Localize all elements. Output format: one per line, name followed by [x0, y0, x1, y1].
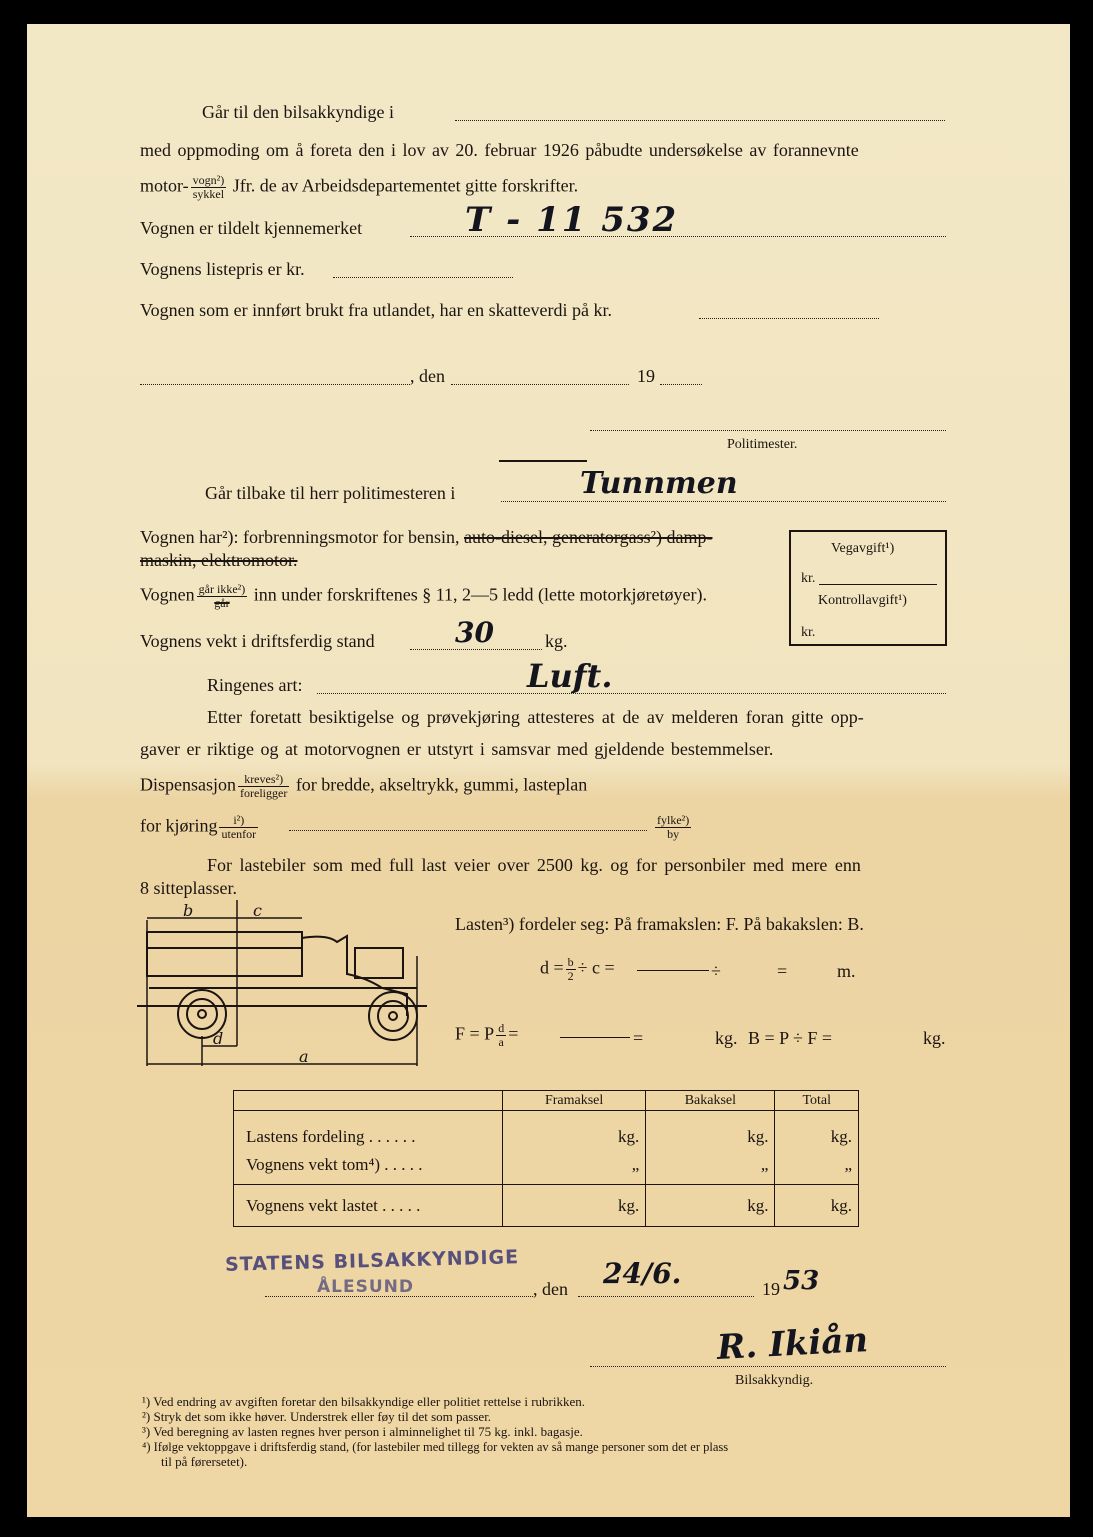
- listprice-label: Vognens listepris er kr.: [140, 259, 305, 279]
- drive-field[interactable]: [289, 830, 647, 831]
- bilsakkyndig-signature-field[interactable]: [590, 1366, 946, 1367]
- drive-prefix: for kjøring: [140, 815, 218, 836]
- light-text: inn under forskriftenes § 11, 2—5 ledd (lette motorkjøretøyer).: [253, 584, 707, 605]
- dim-label-d: d: [213, 1029, 224, 1048]
- formula-f-num: d: [498, 1021, 505, 1035]
- table-header-row: [234, 1091, 859, 1111]
- stamp-line2: ÅLESUND: [317, 1277, 414, 1297]
- sign-place-field[interactable]: [265, 1296, 533, 1297]
- footnote-4: ⁴) Ifølge vektoppgave i driftsferdig stand, (for lastebiler med tillegg for vekten av så mange personer som det er plass: [142, 1440, 729, 1454]
- table-header-rear: Bakaksel: [646, 1091, 775, 1111]
- formula-d-num: b: [567, 955, 574, 969]
- footnote-4-cont: til på førersetet).: [161, 1454, 248, 1469]
- sign-year-value: 53: [783, 1266, 820, 1296]
- row-label: Lastens fordeling . . . . . .: [234, 1111, 503, 1147]
- formula-f-eq1: =: [508, 1023, 519, 1044]
- cell-input[interactable]: kg.: [503, 1185, 646, 1227]
- road-fee-kr: kr.: [801, 571, 816, 586]
- motor-fraction-num: vogn²): [192, 173, 225, 187]
- cell-input[interactable]: kg.: [775, 1111, 859, 1147]
- formula-f: [455, 1022, 518, 1049]
- road-fee-label: Vegavgift¹): [831, 541, 895, 556]
- formula-f-lead: F = P: [455, 1023, 495, 1044]
- table-row: [234, 1185, 859, 1227]
- stamp-line1: STATENS BILSAKKYNDIGE: [224, 1246, 520, 1276]
- control-fee-label: Kontrollavgift¹): [818, 593, 907, 608]
- motor-fraction: [191, 174, 227, 201]
- dim-label-c: c: [253, 901, 262, 920]
- weight-unit: kg.: [545, 631, 568, 651]
- formula-d: [540, 956, 615, 983]
- cell-input[interactable]: „: [503, 1147, 646, 1185]
- cell-input[interactable]: kg.: [503, 1111, 646, 1147]
- tyres-label: Ringenes art:: [207, 675, 303, 695]
- cell-input[interactable]: „: [646, 1147, 775, 1185]
- bilsakkyndige-label: Går til den bilsakkyndige i: [202, 102, 394, 122]
- date-den: , den: [410, 366, 445, 386]
- engine-lead: Vognen har²): forbrenningsmotor for bensin,: [140, 527, 460, 547]
- engine-struck-2: maskin, elektromotor.: [140, 550, 298, 570]
- section-divider: [499, 460, 587, 462]
- fee-box: [789, 530, 947, 646]
- light-vehicle-line: [140, 583, 707, 610]
- listprice-field[interactable]: [333, 277, 513, 278]
- footnote-2: ²) Stryk det som ikke høver. Understrek eller føy til det som passer.: [142, 1409, 492, 1424]
- table-row: [234, 1111, 859, 1147]
- row-label: Vognens vekt lastet . . . . .: [234, 1185, 503, 1227]
- formula-f-unit: kg.: [715, 1028, 738, 1048]
- reg-label: Vognen er tildelt kjennemerket: [140, 218, 363, 238]
- formula-d-rest: ÷ c =: [577, 957, 615, 978]
- formula-d-div: ÷: [711, 961, 721, 981]
- date-year-prefix: 19: [637, 366, 655, 386]
- attest-line2: gaver er riktige og at motorvognen er utstyrt i samsvar med gjeldende bestemmelser.: [140, 739, 774, 759]
- police-signature-field[interactable]: [590, 430, 946, 431]
- table-header-total: Total: [775, 1091, 859, 1111]
- weight-field[interactable]: [410, 649, 542, 650]
- formula-b: B = P ÷ F =: [748, 1028, 833, 1048]
- formula-f-blank[interactable]: [560, 1037, 630, 1038]
- road-fee-field[interactable]: [819, 584, 937, 585]
- formula-d-den: 2: [567, 969, 574, 983]
- line-bilsakkyndige: [202, 101, 394, 123]
- place-field[interactable]: [140, 384, 410, 385]
- dim-label-b: b: [183, 901, 194, 920]
- truck-diagram: [127, 896, 447, 1076]
- table-row: [234, 1147, 859, 1185]
- drive-fraction-den: utenfor: [221, 827, 257, 841]
- drive-right-den: by: [667, 827, 680, 841]
- truck-body: [147, 932, 302, 976]
- disp-text: for bredde, akseltrykk, gummi, lasteplan: [295, 774, 588, 795]
- disp-fraction-num: kreves²): [238, 773, 289, 787]
- drive-right: [653, 814, 693, 841]
- sign-year-prefix: 19: [762, 1279, 780, 1299]
- form-page: [27, 24, 1070, 1517]
- return-field[interactable]: [501, 501, 946, 502]
- date-field[interactable]: [451, 384, 629, 385]
- formula-f-den: a: [498, 1035, 504, 1049]
- weight-value: 30: [455, 616, 494, 649]
- bilsakkyndig-signature: R. Ikiån: [716, 1320, 870, 1368]
- line-motor: [140, 174, 578, 201]
- tyres-value: Luft.: [527, 657, 613, 695]
- weight-label: Vognens vekt i driftsferdig stand: [140, 631, 375, 651]
- bilsakkyndige-field[interactable]: [455, 120, 945, 121]
- light-fraction-num: går ikke²): [198, 582, 246, 596]
- light-fraction-den: går: [214, 596, 230, 610]
- disp-fraction: [238, 773, 289, 800]
- drive-fraction-num: i²): [219, 814, 258, 828]
- engine-struck-1: auto-diesel, generatorgass²) damp-: [464, 527, 713, 547]
- control-fee-kr: kr.: [801, 625, 816, 640]
- drive-fraction: [219, 814, 258, 841]
- rear-wheel: [369, 992, 417, 1040]
- dim-label-a: a: [299, 1047, 309, 1066]
- sign-date-value: 24/6.: [603, 1257, 682, 1290]
- footnote-1: ¹) Ved endring av avgiften foretar den bilsakkyndige eller politiet rettelse i rubrikken.: [142, 1394, 585, 1409]
- tyres-field[interactable]: [317, 693, 946, 694]
- load-text: Lasten³) fordeler seg: På framakslen: F. På bakakslen: B.: [455, 914, 864, 934]
- formula-f-eq2: =: [633, 1028, 644, 1048]
- drive-line: [140, 814, 260, 841]
- footnote-3: ³) Ved beregning av lasten regnes hver person i alminnelighet til 75 kg. inkl. bagasje.: [142, 1424, 583, 1439]
- line-oppmoding: med oppmoding om å foreta den i lov av 20. februar 1926 påbudte undersøkelse av forannevnte: [140, 140, 859, 160]
- cell-input[interactable]: kg.: [775, 1185, 859, 1227]
- cell-input[interactable]: kg.: [646, 1111, 775, 1147]
- return-place: Tunnmen: [580, 466, 738, 501]
- light-fraction: [197, 583, 248, 610]
- sign-den: , den: [533, 1279, 568, 1299]
- truck-intro-2: 8 sitteplasser.: [140, 878, 237, 898]
- formula-b-unit: kg.: [923, 1028, 946, 1048]
- engine-line1: [140, 526, 712, 548]
- table-header-blank: [234, 1091, 503, 1111]
- drive-right-num: fylke²): [657, 813, 690, 827]
- taxvalue-label: Vognen som er innført brukt fra utlandet, har en skatteverdi på kr.: [140, 300, 613, 320]
- distribution-table: [233, 1090, 859, 1227]
- forskrifter-text: Jfr. de av Arbeidsdepartementet gitte forskrifter.: [232, 175, 579, 196]
- formula-d-eq: =: [777, 961, 788, 981]
- motor-prefix: motor-: [140, 175, 189, 196]
- taxvalue-field[interactable]: [699, 318, 879, 319]
- bilsakkyndig-label: Bilsakkyndig.: [735, 1373, 814, 1388]
- disp-prefix: Dispensasjon: [140, 774, 236, 795]
- cell-input[interactable]: kg.: [646, 1185, 775, 1227]
- formula-d-lead: d =: [540, 957, 564, 978]
- police-signer-label: Politimester.: [727, 437, 798, 452]
- dispensation-line: [140, 773, 587, 800]
- reg-value: T - 11 532: [465, 200, 679, 240]
- truck-intro-1: For lastebiler som med full last veier over 2500 kg. og for personbiler med mere enn: [207, 855, 861, 875]
- row-label: Vognens vekt tom⁴) . . . . .: [234, 1147, 503, 1185]
- engine-line2: [140, 549, 297, 571]
- light-prefix: Vognen: [140, 584, 195, 605]
- formula-d-unit: m.: [837, 961, 856, 981]
- formula-d-blank[interactable]: [637, 970, 709, 971]
- formula-f-fraction: [496, 1022, 506, 1049]
- drive-right-fraction: [655, 814, 691, 841]
- formula-d-fraction: [566, 956, 576, 983]
- date-year-field[interactable]: [660, 384, 702, 385]
- motor-fraction-den: sykkel: [192, 187, 225, 201]
- disp-fraction-den: foreligger: [240, 786, 288, 800]
- sign-date-field[interactable]: [578, 1296, 754, 1297]
- table-header-front: Framaksel: [503, 1091, 646, 1111]
- attest-line1: Etter foretatt besiktigelse og prøvekjøring attesteres at de av melderen foran gitte opp-: [207, 707, 864, 727]
- return-label: Går tilbake til herr politimesteren i: [205, 483, 456, 503]
- cell-input[interactable]: „: [775, 1147, 859, 1185]
